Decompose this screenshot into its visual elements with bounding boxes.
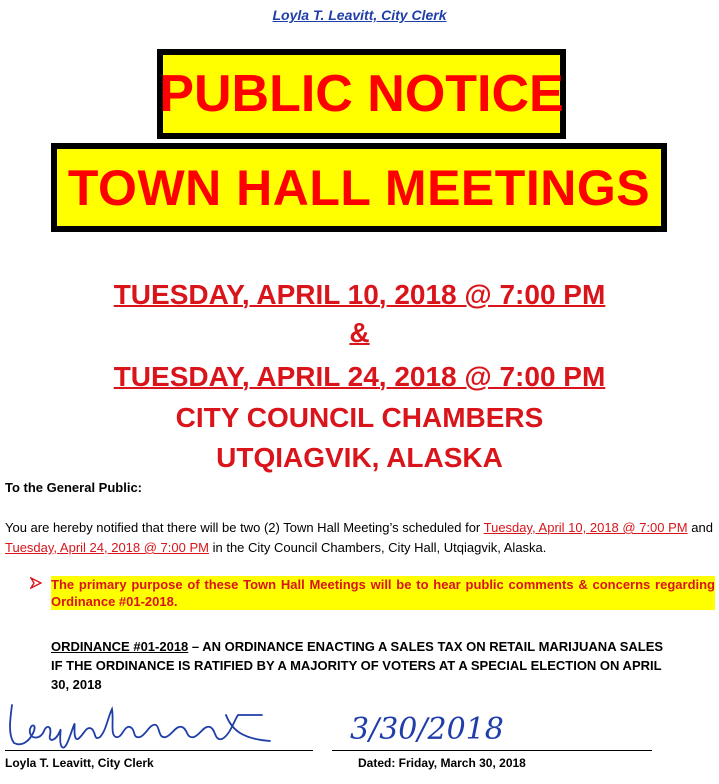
venue: CITY COUNCIL CHAMBERS	[175, 402, 544, 433]
meeting-date-2: TUESDAY, APRIL 24, 2018 @ 7:00 PM	[113, 361, 606, 392]
town-hall-text: TOWN HALL MEETINGS	[67, 159, 651, 216]
ordinance-label: ORDINANCE #01-2018	[51, 639, 189, 654]
public-notice-banner	[157, 49, 566, 139]
handwritten-date: 3/30/2018	[350, 712, 504, 747]
dated-caption: Dated: Friday, March 30, 2018	[358, 756, 526, 770]
ampersand: &	[349, 317, 370, 348]
ordinance-text	[51, 637, 666, 694]
ordinance-description: – AN ORDINANCE ENACTING A SALES TAX ON RETAIL MARIJUANA SALES IF THE ORDINANCE IS RATIFIED BY A MAJORITY OF VOTERS AT A SPECIAL ELECTION ON APRIL 30, 2018	[51, 639, 664, 692]
town-hall-banner	[51, 143, 667, 232]
signatory-name: Loyla T. Leavitt, City Clerk	[5, 756, 154, 770]
para-date-2: Tuesday, April 24, 2018 @ 7:00 PM	[5, 540, 209, 555]
para-date-1: Tuesday, April 10, 2018 @ 7:00 PM	[483, 520, 688, 535]
para-intro: You are hereby notified that there will be two (2) Town Hall Meeting’s scheduled for	[5, 520, 484, 535]
signature-icon	[0, 695, 719, 755]
para-and: and	[687, 520, 713, 535]
purpose-text: The primary purpose of these Town Hall Meetings will be to hear public comments & concerns regarding Ordinance #01-2018.	[51, 577, 715, 609]
para-end: in the City Council Chambers, City Hall, Utqiagvik, Alaska.	[208, 540, 547, 555]
date-line	[332, 750, 652, 751]
greeting: To the General Public:	[5, 480, 143, 495]
meeting-date-1: TUESDAY, APRIL 10, 2018 @ 7:00 PM	[113, 279, 606, 310]
notice-paragraph	[5, 518, 715, 558]
public-notice-text: PUBLIC NOTICE	[159, 65, 564, 123]
clerk-header: Loyla T. Leavitt, City Clerk	[272, 7, 447, 23]
purpose-bullet	[30, 576, 715, 610]
arrow-bullet-icon	[30, 576, 42, 593]
location: UTQIAGVIK, ALASKA	[216, 442, 503, 473]
signature-line	[5, 750, 313, 751]
